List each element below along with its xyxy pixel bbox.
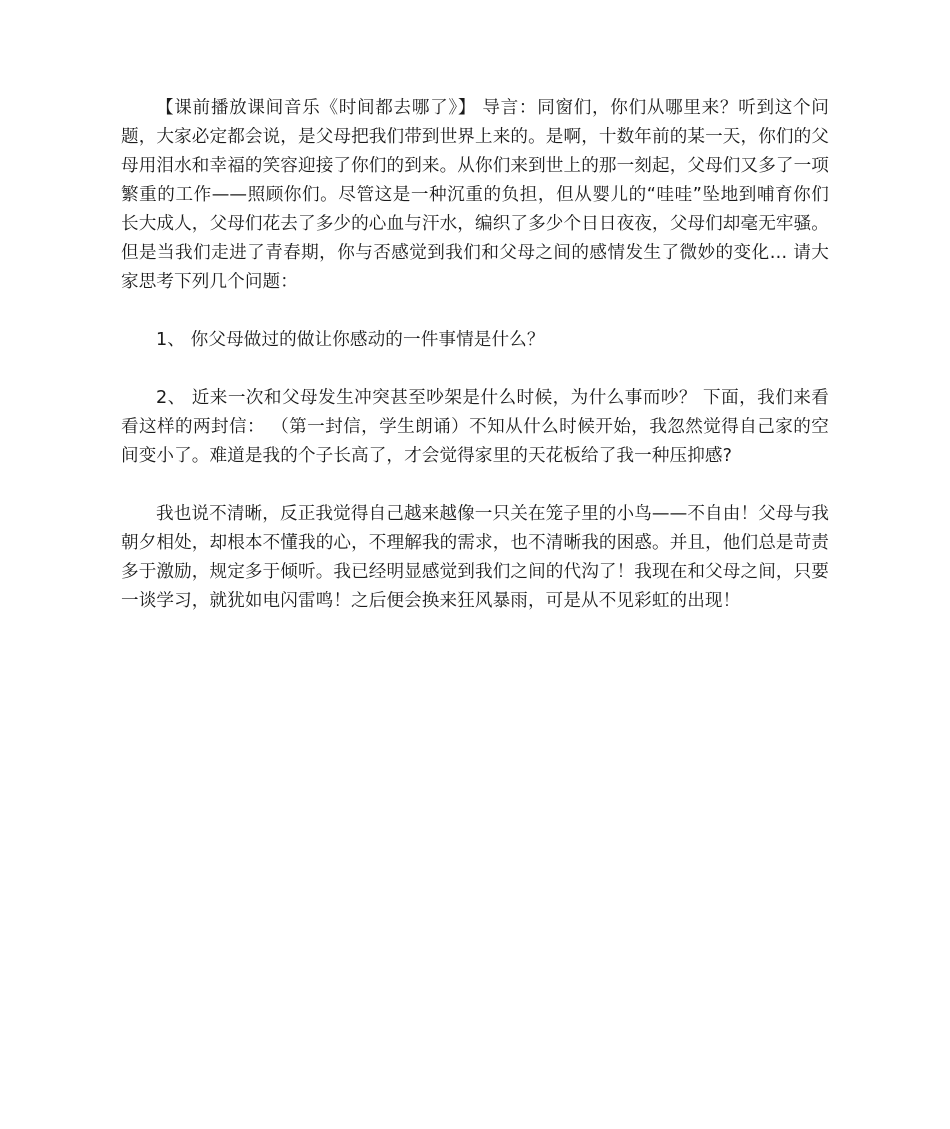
paragraph-spacer [121,471,829,500]
document-page [121,94,829,616]
paragraph-spacer [121,355,829,384]
question-one-paragraph: 1、 你父母做过的做让你感动的一件事情是什么？ [156,330,545,350]
question-two-paragraph: 2、 近来一次和父母发生冲突甚至吵架是什么时候，为什么事而吵？ 下面，我们来看看这样的两封信： （第一封信，学生朗诵）不知从什么时候开始，我忽然觉得自己家的空间变小了。难道是我的个子长高了，才会觉得家里的天花板给了我一种压抑感? [121,388,829,466]
letter-paragraph: 我也说不清晰，反正我觉得自己越来越像一只关在笼子里的小鸟——不自由！父母与我朝夕相处，却根本不懂我的心，不理解我的需求，也不清晰我的困惑。并且，他们总是苛责多于激励，规定多于倾听。我已经明显感觉到我们之间的代沟了！我现在和父母之间，只要一谈学习，就犹如电闪雷鸣！之后便会换来狂风暴雨，可是从不见彩虹的出现！ [121,504,829,611]
intro-paragraph: 【课前播放课间音乐《时间都去哪了》】 导言：同窗们，你们从哪里来？听到这个问题，大家必定都会说，是父母把我们带到世界上来的。是啊，十数年前的某一天，你们的父母用泪水和幸福的笑容迎接了你们的到来。从你们来到世上的那一刻起，父母们又多了一项繁重的工作——照顾你们。尽管这是一种沉重的负担，但从婴儿的“哇哇”坠地到哺育你们长大成人，父母们花去了多少的心血与汗水，编织了多少个日日夜夜，父母们却毫无牢骚。但是当我们走进了青春期，你与否感觉到我们和父母之间的感情发生了微妙的变化… 请大家思考下列几个问题： [121,98,829,292]
paragraph-spacer [121,297,829,326]
